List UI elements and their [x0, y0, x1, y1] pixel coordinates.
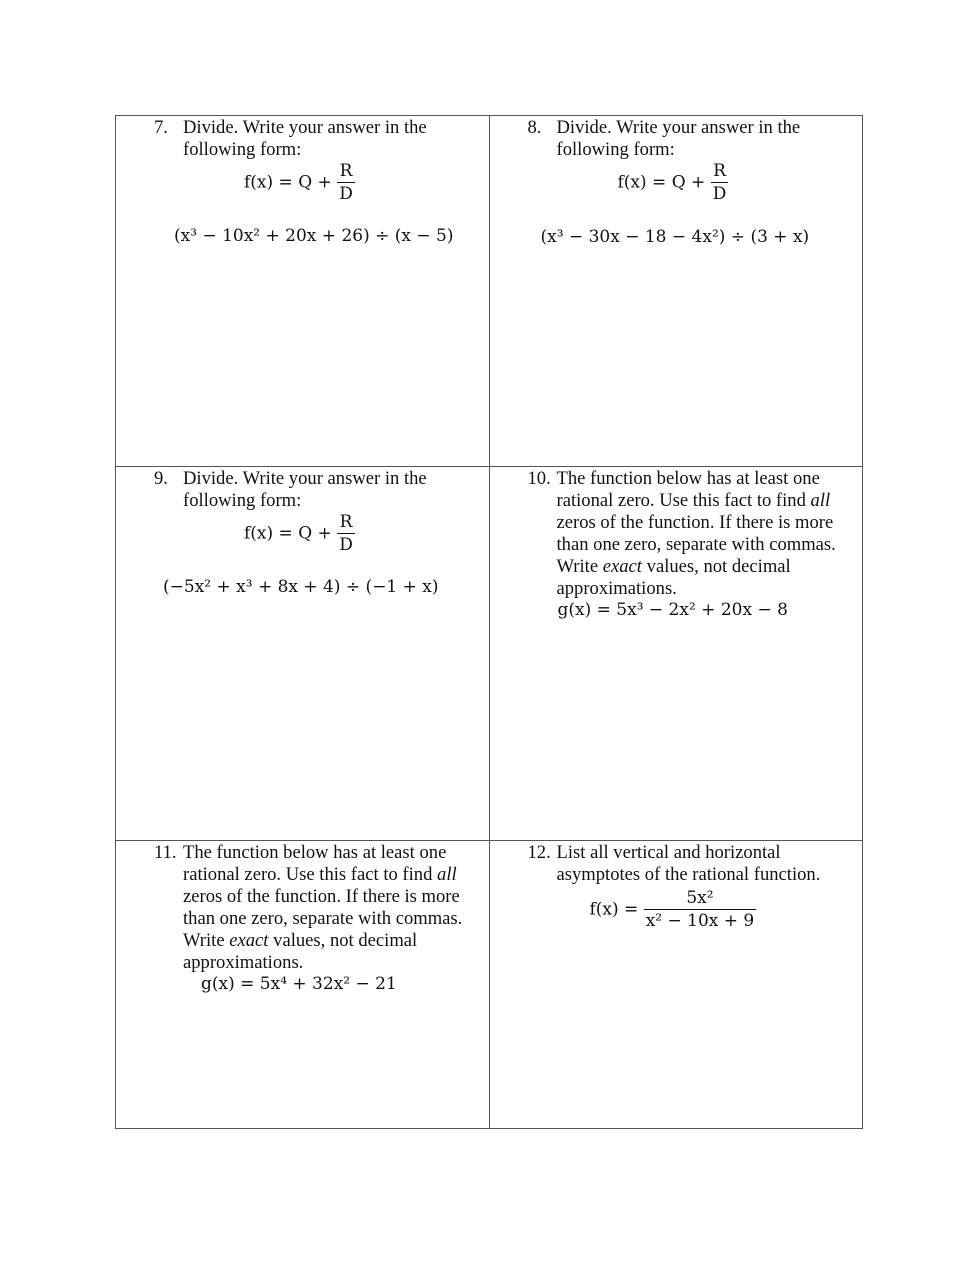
function-expression: g(x) = 5x⁴ + 32x² − 21 [201, 974, 397, 994]
text-part: zeros of the function. If there is more than one zero, separate with commas. Write [183, 886, 463, 951]
problem-text: List all vertical and horizontal asymptotes of the rational function. [556, 842, 821, 885]
function-numerator: 5x² [686, 888, 714, 908]
problem-text: Divide. Write your answer in the following form: [183, 117, 427, 160]
form-denominator: D [339, 535, 353, 555]
function-lhs: f(x) = [589, 899, 639, 920]
answer-form [244, 511, 355, 556]
function-denominator: x² − 10x + 9 [645, 911, 755, 931]
problem-10 [528, 468, 850, 600]
problem-number: 11. [154, 842, 177, 863]
text-part: values, not decimal approximations. [556, 556, 791, 599]
form-numerator: R [339, 512, 353, 532]
problem-number: 7. [154, 117, 168, 138]
problem-cell-12 [489, 841, 863, 1129]
problem-11 [154, 842, 476, 974]
text-part: The function below has at least one rational zero. Use this fact to find [556, 468, 820, 511]
problem-text [183, 842, 476, 974]
problem-cell-8 [489, 116, 863, 467]
problem-8 [528, 117, 828, 161]
form-fraction [711, 160, 729, 205]
problem-cell-11 [116, 841, 490, 1129]
form-fraction [337, 160, 355, 205]
problem-text: Divide. Write your answer in the following form: [556, 117, 801, 160]
problem-number: 12. [527, 842, 551, 863]
answer-form [618, 160, 729, 205]
problem-cell-9 [116, 467, 490, 841]
problem-grid [115, 115, 863, 1129]
form-lhs: f(x) = Q + [617, 172, 706, 193]
problem-number: 8. [527, 117, 542, 138]
form-numerator: R [713, 161, 726, 181]
form-numerator: R [339, 161, 353, 181]
emphasis-all: all [810, 490, 831, 511]
form-fraction [337, 511, 355, 556]
division-expression: (−5x² + x³ + 8x + 4) ÷ (−1 + x) [163, 577, 439, 597]
problem-number: 10. [527, 468, 551, 489]
division-expression: (x³ − 30x − 18 − 4x²) ÷ (3 + x) [540, 227, 810, 247]
problem-cell-10 [489, 467, 863, 841]
division-expression: (x³ − 10x² + 20x + 26) ÷ (x − 5) [174, 226, 454, 246]
problem-cell-7 [116, 116, 490, 467]
text-part: values, not decimal approximations. [183, 930, 418, 973]
problem-12 [528, 842, 828, 886]
function-expression: g(x) = 5x³ − 2x² + 20x − 8 [557, 600, 788, 620]
problem-text: Divide. Write your answer in the following form: [183, 468, 427, 511]
rational-function [590, 887, 757, 932]
text-part: The function below has at least one rational zero. Use this fact to find [183, 842, 447, 885]
problem-9 [154, 468, 454, 512]
emphasis-exact: exact [229, 930, 269, 951]
problem-number: 9. [154, 468, 168, 489]
form-lhs: f(x) = Q + [244, 523, 332, 544]
emphasis-exact: exact [602, 556, 642, 577]
problem-7 [154, 117, 454, 161]
form-lhs: f(x) = Q + [244, 172, 332, 193]
function-fraction [644, 887, 757, 932]
problem-text [557, 468, 850, 600]
text-part: zeros of the function. If there is more than one zero, separate with commas. Write [556, 512, 836, 577]
form-denominator: D [339, 184, 353, 204]
answer-form [244, 160, 355, 205]
form-denominator: D [712, 184, 727, 204]
emphasis-all: all [437, 864, 457, 885]
